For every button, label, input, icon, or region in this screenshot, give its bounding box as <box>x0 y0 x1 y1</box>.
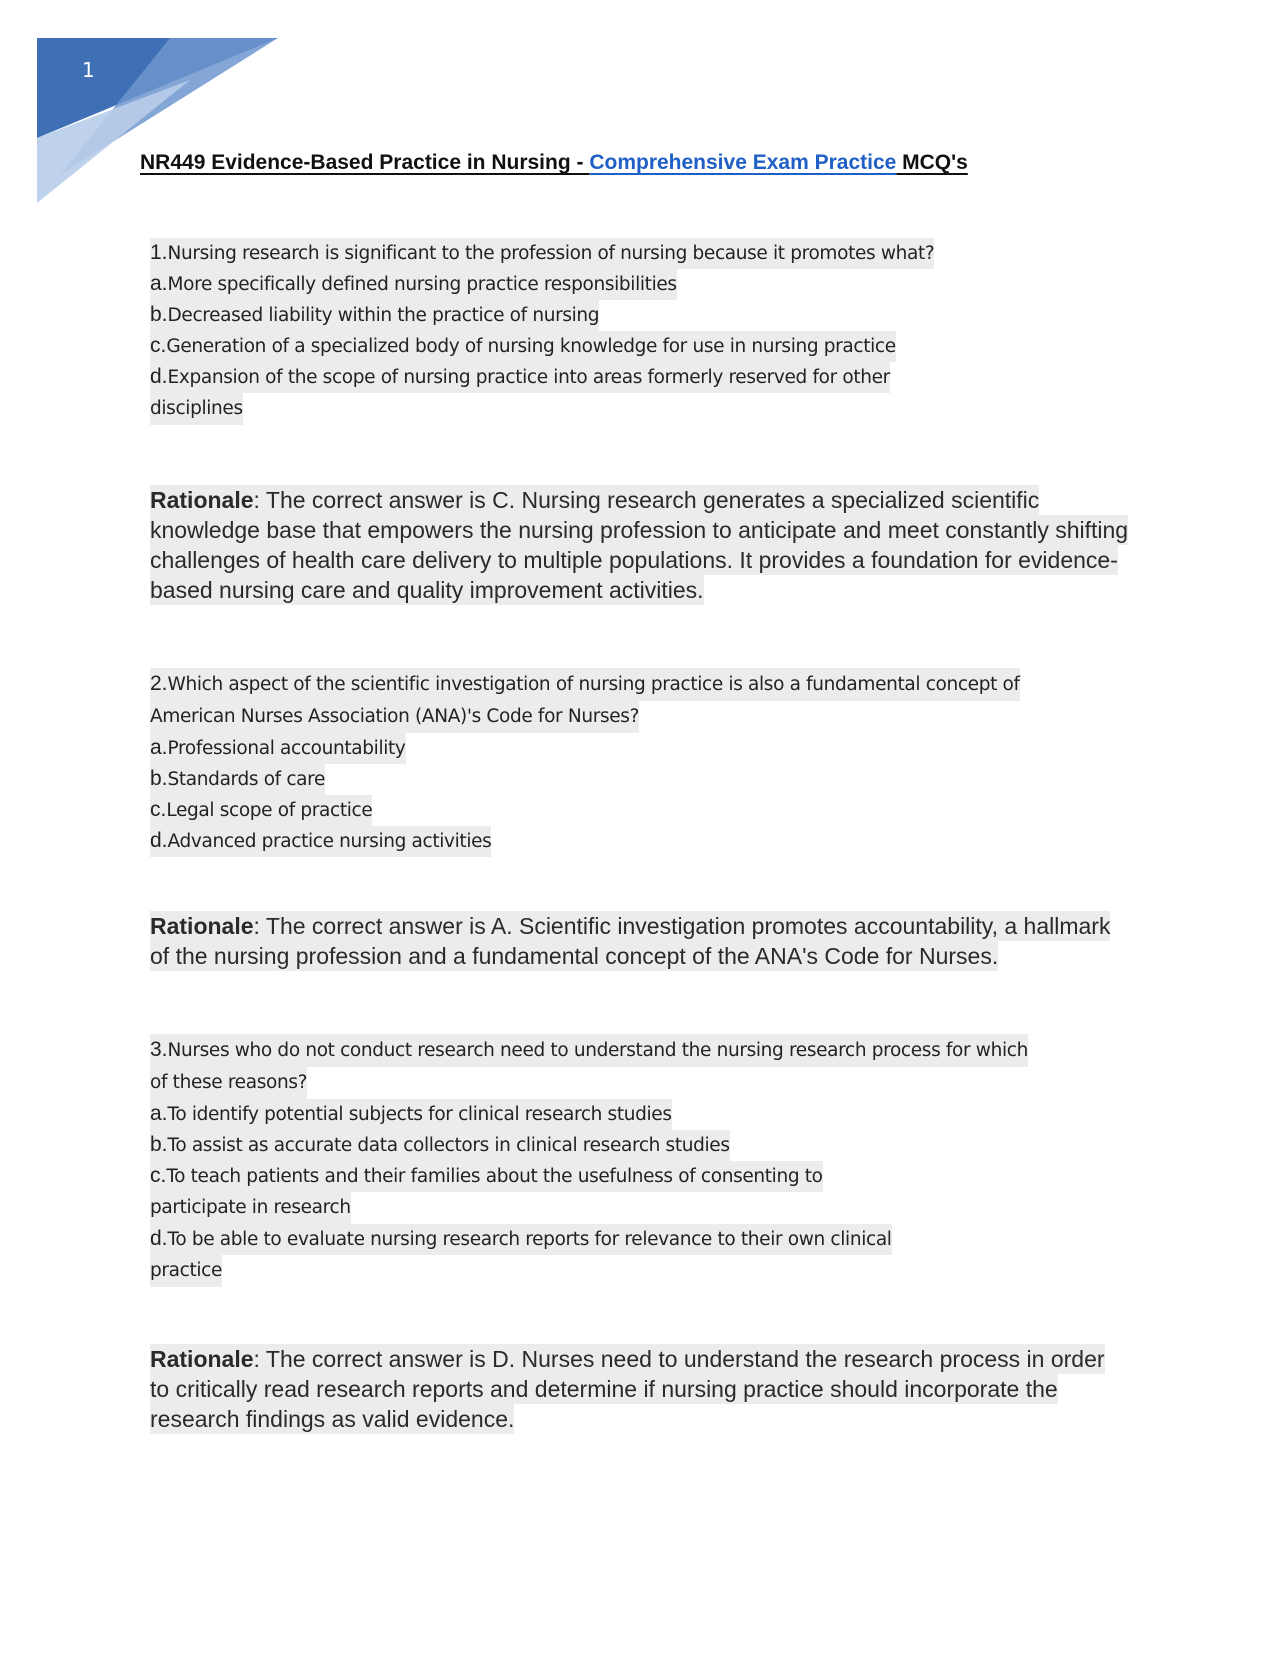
question-2-stem-cont: American Nurses Association (ANA)'s Code for Nurses? <box>150 701 639 733</box>
rationale-1-line-1: Rationale: The correct answer is C. Nursing research generates a specialized scientific <box>150 487 1040 513</box>
rationale-3-line-1: Rationale: The correct answer is D. Nurses need to understand the research process in order <box>150 1346 1105 1372</box>
question-3-option-c-cont: participate in research <box>150 1192 351 1224</box>
rationale-3-line-2: to critically read research reports and determine if nursing practice should incorporate the <box>150 1376 1058 1402</box>
question-2-option-b: b.Standards of care <box>150 764 325 795</box>
question-3 <box>150 1034 1028 1287</box>
question-2-option-a: a.Professional accountability <box>150 733 406 764</box>
title-part2: MCQ's <box>896 151 968 174</box>
question-1 <box>150 238 934 425</box>
question-3-stem: 3.Nurses who do not conduct research need to understand the nursing research process for which <box>150 1034 1028 1067</box>
rationale-2 <box>150 911 1110 971</box>
question-3-option-c: c.To teach patients and their families about the usefulness of consenting to <box>150 1161 823 1192</box>
title-part1: NR449 Evidence-Based Practice in Nursing - <box>140 151 590 174</box>
title-link[interactable]: Comprehensive Exam Practice <box>589 151 897 174</box>
page-title <box>140 151 968 175</box>
question-2-stem: 2.Which aspect of the scientific investigation of nursing practice is also a fundamental concept of <box>150 668 1020 701</box>
question-2-option-d: d.Advanced practice nursing activities <box>150 826 491 857</box>
rationale-2-label: Rationale <box>150 913 254 939</box>
question-3-option-d: d.To be able to evaluate nursing research reports for relevance to their own clinical <box>150 1224 892 1255</box>
rationale-2-line-1: Rationale: The correct answer is A. Scientific investigation promotes accountability, a hallmark <box>150 913 1111 939</box>
question-3-number: 3. <box>150 1038 168 1061</box>
question-3-option-b: b.To assist as accurate data collectors in clinical research studies <box>150 1130 730 1161</box>
rationale-2-line-2: of the nursing profession and a fundamental concept of the ANA's Code for Nurses. <box>150 943 999 969</box>
corner-decoration <box>0 0 300 220</box>
page-number: 1 <box>82 58 95 82</box>
question-1-option-d: d.Expansion of the scope of nursing practice into areas formerly reserved for other <box>150 362 890 393</box>
question-1-stem: 1.Nursing research is significant to the profession of nursing because it promotes what? <box>150 238 934 269</box>
rationale-3-label: Rationale <box>150 1346 254 1372</box>
rationale-1-line-2: knowledge base that empowers the nursing profession to anticipate and meet constantly shifting <box>150 517 1129 543</box>
rationale-1-line-4: based nursing care and quality improvement activities. <box>150 577 704 603</box>
rationale-1-label: Rationale <box>150 487 254 513</box>
question-1-number: 1. <box>150 241 168 264</box>
question-1-option-d-cont: disciplines <box>150 393 243 425</box>
question-3-option-a: a.To identify potential subjects for clinical research studies <box>150 1099 672 1130</box>
rationale-1 <box>150 485 1128 605</box>
rationale-1-line-3: challenges of health care delivery to multiple populations. It provides a foundation for evidence- <box>150 547 1118 573</box>
question-3-option-d-cont: practice <box>150 1255 222 1287</box>
question-1-option-a: a.More specifically defined nursing practice responsibilities <box>150 269 677 300</box>
question-2-number: 2. <box>150 672 168 695</box>
question-2-option-c: c.Legal scope of practice <box>150 795 372 826</box>
rationale-3-line-3: research findings as valid evidence. <box>150 1406 515 1432</box>
question-1-option-c: c.Generation of a specialized body of nursing knowledge for use in nursing practice <box>150 331 896 362</box>
rationale-3 <box>150 1344 1105 1434</box>
question-3-stem-cont: of these reasons? <box>150 1067 307 1099</box>
question-1-option-b: b.Decreased liability within the practice of nursing <box>150 300 599 331</box>
question-2 <box>150 668 1020 857</box>
